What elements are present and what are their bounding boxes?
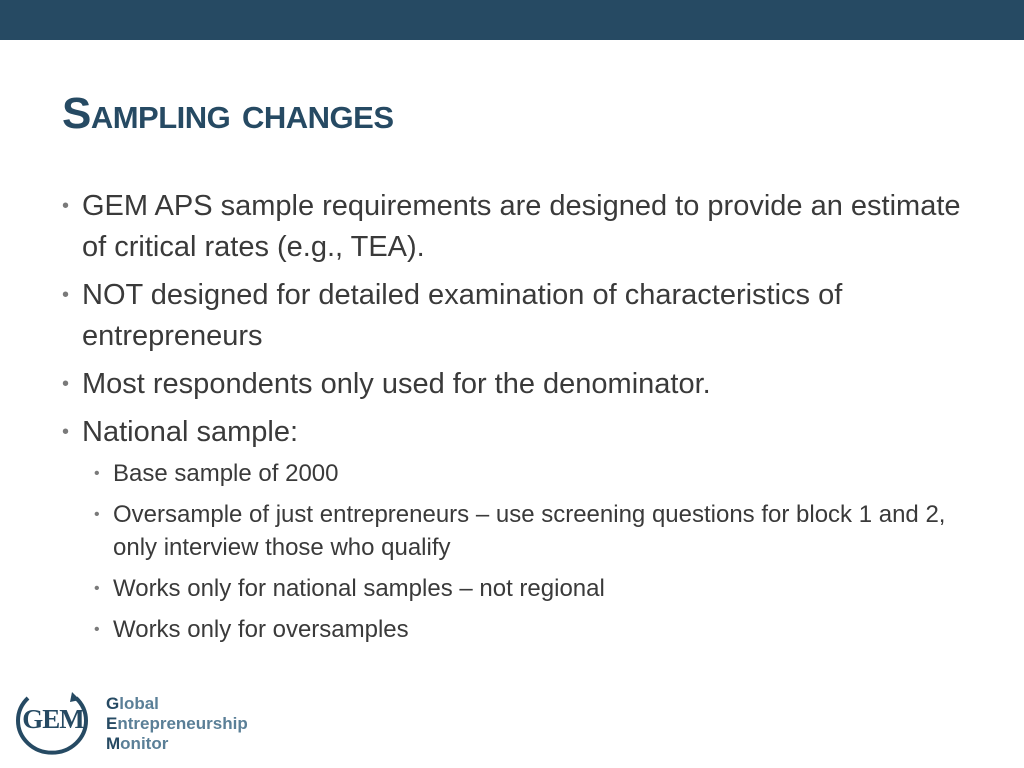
bullet-item: [62, 275, 962, 357]
bullet-item: [62, 412, 962, 646]
sub-bullet-dot: •: [94, 580, 100, 597]
sub-bullet-dot: •: [94, 506, 100, 523]
sub-bullet-text: Works only for national samples – not regional: [113, 575, 605, 602]
bullet-dot: •: [62, 421, 70, 443]
slide-title: Sampling changes: [62, 89, 394, 138]
sub-bullet-list: [82, 457, 962, 646]
bullet-text: Most respondents only used for the denominator.: [82, 368, 711, 400]
bullet-dot: •: [62, 284, 70, 306]
logo-wordmark: [106, 694, 248, 754]
bullet-dot: •: [62, 373, 70, 395]
sub-bullet-text: Oversample of just entrepreneurs – use screening questions for block 1 and 2, only interview those who qualify: [113, 501, 946, 561]
sub-bullet-text: Works only for oversamples: [113, 616, 409, 643]
logo-word-entrepreneurship: Entrepreneurship: [106, 714, 248, 733]
bullet-item: [62, 364, 962, 405]
logo-mark-text: GEM: [22, 704, 84, 734]
gem-logo-mark: [10, 686, 94, 758]
bullet-text: GEM APS sample requirements are designed to provide an estimate of critical rates (e.g., TEA).: [82, 190, 961, 263]
sub-bullet-item: [94, 572, 962, 605]
header-bar: [0, 0, 1024, 40]
sub-bullet-item: [94, 457, 962, 490]
gem-logo: [10, 686, 280, 760]
bullet-item: [62, 186, 962, 268]
bullet-dot: •: [62, 195, 70, 217]
sub-bullet-text: Base sample of 2000: [113, 460, 339, 487]
sub-bullet-dot: •: [94, 621, 100, 638]
bullet-text: National sample:: [82, 416, 298, 448]
logo-word-monitor: Monitor: [106, 734, 169, 753]
sub-bullet-dot: •: [94, 465, 100, 482]
logo-word-global: Global: [106, 694, 159, 713]
sub-bullet-item: [94, 613, 962, 646]
sub-bullet-item: [94, 498, 962, 564]
bullet-text: NOT designed for detailed examination of characteristics of entrepreneurs: [82, 279, 843, 352]
bullet-list: [62, 186, 962, 654]
